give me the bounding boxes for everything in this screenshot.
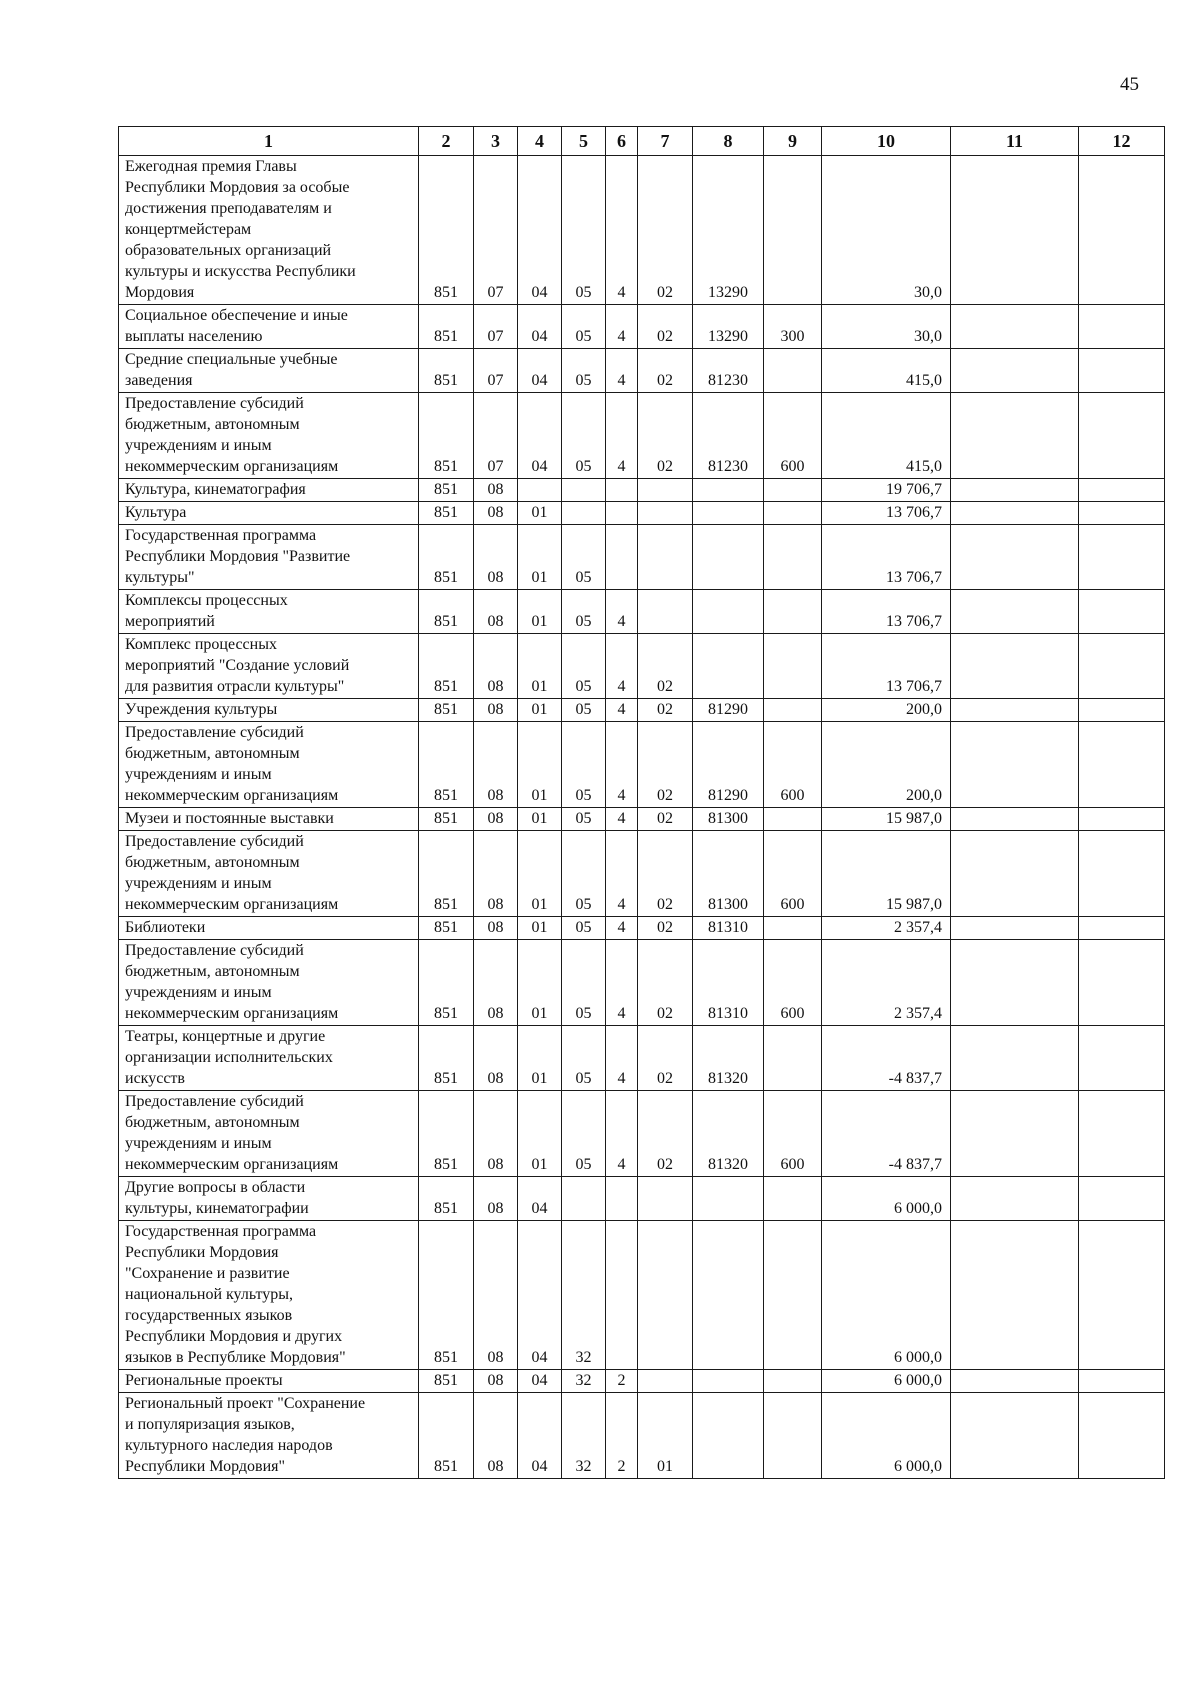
- table-row: [119, 1026, 1165, 1091]
- column-11-cell: [951, 634, 1079, 699]
- row-name-cell: Предоставление субсидий бюджетным, автономным учреждениям и иным некоммерческим организациям: [119, 722, 419, 808]
- ministry-code-cell: 851: [419, 349, 474, 393]
- structural-element-cell: [638, 525, 693, 590]
- ministry-code-cell: 851: [419, 634, 474, 699]
- section-code-cell: 08: [474, 502, 518, 525]
- ministry-code-cell: 851: [419, 808, 474, 831]
- amount-cell: 415,0: [822, 393, 951, 479]
- ministry-code-cell: 851: [419, 1091, 474, 1177]
- direction-code-cell: 81290: [693, 699, 764, 722]
- program-type-cell: [606, 1221, 638, 1370]
- ministry-code-cell: 851: [419, 1393, 474, 1479]
- column-11-cell: [951, 393, 1079, 479]
- amount-cell: 2 357,4: [822, 917, 951, 940]
- amount-cell: 19 706,7: [822, 479, 951, 502]
- structural-element-cell: [638, 1370, 693, 1393]
- expense-type-cell: [764, 525, 822, 590]
- ministry-code-cell: 851: [419, 917, 474, 940]
- column-header: 3: [474, 127, 518, 156]
- column-12-cell: [1079, 940, 1165, 1026]
- table-row: [119, 1221, 1165, 1370]
- column-11-cell: [951, 156, 1079, 305]
- row-name-cell: Предоставление субсидий бюджетным, автономным учреждениям и иным некоммерческим организациям: [119, 831, 419, 917]
- direction-code-cell: 81310: [693, 940, 764, 1026]
- direction-code-cell: 81320: [693, 1026, 764, 1091]
- program-type-cell: 4: [606, 156, 638, 305]
- table-row: [119, 1393, 1165, 1479]
- ministry-code-cell: 851: [419, 305, 474, 349]
- ministry-code-cell: 851: [419, 1221, 474, 1370]
- amount-cell: 6 000,0: [822, 1370, 951, 1393]
- amount-cell: 13 706,7: [822, 525, 951, 590]
- program-type-cell: 4: [606, 393, 638, 479]
- direction-code-cell: 81300: [693, 808, 764, 831]
- row-name-cell: Культура: [119, 502, 419, 525]
- structural-element-cell: 01: [638, 1393, 693, 1479]
- subsection-code-cell: 01: [518, 1026, 562, 1091]
- subsection-code-cell: 01: [518, 634, 562, 699]
- structural-element-cell: [638, 479, 693, 502]
- ministry-code-cell: 851: [419, 940, 474, 1026]
- table-row: [119, 1177, 1165, 1221]
- row-name-cell: Театры, концертные и другие организации исполнительских искусств: [119, 1026, 419, 1091]
- row-name-cell: Предоставление субсидий бюджетным, автономным учреждениям и иным некоммерческим организациям: [119, 940, 419, 1026]
- ministry-code-cell: 851: [419, 831, 474, 917]
- expense-type-cell: [764, 808, 822, 831]
- program-code-cell: 05: [562, 940, 606, 1026]
- program-type-cell: 2: [606, 1393, 638, 1479]
- column-11-cell: [951, 1393, 1079, 1479]
- amount-cell: 2 357,4: [822, 940, 951, 1026]
- amount-cell: 6 000,0: [822, 1393, 951, 1479]
- subsection-code-cell: 04: [518, 1177, 562, 1221]
- structural-element-cell: 02: [638, 1091, 693, 1177]
- column-11-cell: [951, 808, 1079, 831]
- expense-type-cell: 600: [764, 1091, 822, 1177]
- direction-code-cell: [693, 1177, 764, 1221]
- column-12-cell: [1079, 502, 1165, 525]
- subsection-code-cell: 01: [518, 525, 562, 590]
- amount-cell: 15 987,0: [822, 808, 951, 831]
- ministry-code-cell: 851: [419, 525, 474, 590]
- expense-type-cell: [764, 590, 822, 634]
- column-12-cell: [1079, 305, 1165, 349]
- column-12-cell: [1079, 1393, 1165, 1479]
- amount-cell: 13 706,7: [822, 634, 951, 699]
- column-12-cell: [1079, 349, 1165, 393]
- program-code-cell: 05: [562, 808, 606, 831]
- section-code-cell: 08: [474, 1393, 518, 1479]
- program-code-cell: 05: [562, 393, 606, 479]
- expense-type-cell: [764, 349, 822, 393]
- ministry-code-cell: 851: [419, 590, 474, 634]
- amount-cell: 6 000,0: [822, 1221, 951, 1370]
- ministry-code-cell: 851: [419, 393, 474, 479]
- program-type-cell: 4: [606, 634, 638, 699]
- subsection-code-cell: 01: [518, 940, 562, 1026]
- section-code-cell: 08: [474, 634, 518, 699]
- program-type-cell: 4: [606, 917, 638, 940]
- program-type-cell: [606, 479, 638, 502]
- amount-cell: 30,0: [822, 156, 951, 305]
- column-12-cell: [1079, 156, 1165, 305]
- program-code-cell: 05: [562, 831, 606, 917]
- section-code-cell: 08: [474, 1221, 518, 1370]
- expense-type-cell: [764, 1370, 822, 1393]
- section-code-cell: 08: [474, 1177, 518, 1221]
- ministry-code-cell: 851: [419, 722, 474, 808]
- structural-element-cell: 02: [638, 1026, 693, 1091]
- subsection-code-cell: 01: [518, 1091, 562, 1177]
- structural-element-cell: 02: [638, 699, 693, 722]
- program-type-cell: 4: [606, 722, 638, 808]
- ministry-code-cell: 851: [419, 1026, 474, 1091]
- program-code-cell: 05: [562, 305, 606, 349]
- column-11-cell: [951, 1370, 1079, 1393]
- column-12-cell: [1079, 1177, 1165, 1221]
- column-12-cell: [1079, 590, 1165, 634]
- column-header: 10: [822, 127, 951, 156]
- table-body: [119, 156, 1165, 1479]
- program-type-cell: 4: [606, 808, 638, 831]
- program-type-cell: 4: [606, 305, 638, 349]
- section-code-cell: 08: [474, 722, 518, 808]
- column-11-cell: [951, 525, 1079, 590]
- column-header: 7: [638, 127, 693, 156]
- column-11-cell: [951, 722, 1079, 808]
- column-11-cell: [951, 1221, 1079, 1370]
- program-type-cell: 2: [606, 1370, 638, 1393]
- amount-cell: -4 837,7: [822, 1091, 951, 1177]
- column-12-cell: [1079, 917, 1165, 940]
- structural-element-cell: 02: [638, 349, 693, 393]
- section-code-cell: 07: [474, 349, 518, 393]
- direction-code-cell: 13290: [693, 156, 764, 305]
- row-name-cell: Комплексы процессных мероприятий: [119, 590, 419, 634]
- program-type-cell: 4: [606, 1091, 638, 1177]
- column-12-cell: [1079, 1370, 1165, 1393]
- amount-cell: 13 706,7: [822, 590, 951, 634]
- program-type-cell: 4: [606, 940, 638, 1026]
- amount-cell: 200,0: [822, 699, 951, 722]
- program-type-cell: 4: [606, 590, 638, 634]
- table-row: [119, 349, 1165, 393]
- row-name-cell: Государственная программа Республики Мордовия "Сохранение и развитие национальной культуры, государственных языков Республики Мордовия и других языков в Республике Мордовия": [119, 1221, 419, 1370]
- structural-element-cell: 02: [638, 917, 693, 940]
- expense-type-cell: 600: [764, 831, 822, 917]
- amount-cell: 415,0: [822, 349, 951, 393]
- page-number: 45: [1120, 74, 1139, 95]
- direction-code-cell: 13290: [693, 305, 764, 349]
- section-code-cell: 08: [474, 525, 518, 590]
- column-header: 6: [606, 127, 638, 156]
- program-type-cell: [606, 525, 638, 590]
- row-name-cell: Предоставление субсидий бюджетным, автономным учреждениям и иным некоммерческим организациям: [119, 393, 419, 479]
- expense-type-cell: 600: [764, 940, 822, 1026]
- column-12-cell: [1079, 393, 1165, 479]
- column-12-cell: [1079, 1091, 1165, 1177]
- column-11-cell: [951, 305, 1079, 349]
- section-code-cell: 08: [474, 479, 518, 502]
- column-11-cell: [951, 590, 1079, 634]
- expense-type-cell: [764, 1177, 822, 1221]
- program-code-cell: 32: [562, 1370, 606, 1393]
- column-11-cell: [951, 831, 1079, 917]
- expense-type-cell: [764, 1393, 822, 1479]
- table-row: [119, 525, 1165, 590]
- expense-type-cell: [764, 156, 822, 305]
- direction-code-cell: 81320: [693, 1091, 764, 1177]
- program-code-cell: 05: [562, 1026, 606, 1091]
- program-code-cell: 05: [562, 590, 606, 634]
- direction-code-cell: 81290: [693, 722, 764, 808]
- direction-code-cell: [693, 525, 764, 590]
- direction-code-cell: 81310: [693, 917, 764, 940]
- amount-cell: 6 000,0: [822, 1177, 951, 1221]
- structural-element-cell: 02: [638, 722, 693, 808]
- expense-type-cell: [764, 502, 822, 525]
- amount-cell: 200,0: [822, 722, 951, 808]
- amount-cell: 13 706,7: [822, 502, 951, 525]
- direction-code-cell: [693, 590, 764, 634]
- section-code-cell: 08: [474, 1026, 518, 1091]
- column-11-cell: [951, 699, 1079, 722]
- expense-type-cell: [764, 699, 822, 722]
- ministry-code-cell: 851: [419, 479, 474, 502]
- row-name-cell: Средние специальные учебные заведения: [119, 349, 419, 393]
- subsection-code-cell: 01: [518, 722, 562, 808]
- ministry-code-cell: 851: [419, 699, 474, 722]
- program-type-cell: [606, 1177, 638, 1221]
- table-row: [119, 502, 1165, 525]
- program-type-cell: [606, 502, 638, 525]
- expense-type-cell: [764, 634, 822, 699]
- subsection-code-cell: [518, 479, 562, 502]
- section-code-cell: 08: [474, 699, 518, 722]
- program-type-cell: 4: [606, 831, 638, 917]
- program-code-cell: 05: [562, 1091, 606, 1177]
- direction-code-cell: [693, 634, 764, 699]
- budget-table: [118, 126, 1165, 1479]
- program-code-cell: 32: [562, 1393, 606, 1479]
- expense-type-cell: [764, 917, 822, 940]
- direction-code-cell: [693, 1221, 764, 1370]
- column-11-cell: [951, 349, 1079, 393]
- program-code-cell: 05: [562, 722, 606, 808]
- expense-type-cell: 300: [764, 305, 822, 349]
- program-type-cell: 4: [606, 349, 638, 393]
- table-row: [119, 940, 1165, 1026]
- subsection-code-cell: 01: [518, 590, 562, 634]
- column-11-cell: [951, 1177, 1079, 1221]
- row-name-cell: Государственная программа Республики Мордовия "Развитие культуры": [119, 525, 419, 590]
- column-12-cell: [1079, 1221, 1165, 1370]
- row-name-cell: Региональный проект "Сохранение и популяризация языков, культурного наследия народов Республики Мордовия": [119, 1393, 419, 1479]
- table-row: [119, 305, 1165, 349]
- subsection-code-cell: 04: [518, 305, 562, 349]
- table-row: [119, 393, 1165, 479]
- direction-code-cell: 81230: [693, 393, 764, 479]
- section-code-cell: 08: [474, 917, 518, 940]
- row-name-cell: Библиотеки: [119, 917, 419, 940]
- structural-element-cell: 02: [638, 634, 693, 699]
- program-code-cell: [562, 479, 606, 502]
- column-header: 2: [419, 127, 474, 156]
- column-11-cell: [951, 917, 1079, 940]
- structural-element-cell: 02: [638, 156, 693, 305]
- program-code-cell: 05: [562, 699, 606, 722]
- column-header: 12: [1079, 127, 1165, 156]
- row-name-cell: Музеи и постоянные выставки: [119, 808, 419, 831]
- subsection-code-cell: 04: [518, 1370, 562, 1393]
- direction-code-cell: [693, 1393, 764, 1479]
- row-name-cell: Учреждения культуры: [119, 699, 419, 722]
- column-header: 8: [693, 127, 764, 156]
- subsection-code-cell: 04: [518, 393, 562, 479]
- subsection-code-cell: 04: [518, 156, 562, 305]
- program-code-cell: [562, 502, 606, 525]
- column-header: 11: [951, 127, 1079, 156]
- table-header-row: [119, 127, 1165, 156]
- column-12-cell: [1079, 699, 1165, 722]
- table-row: [119, 1091, 1165, 1177]
- column-11-cell: [951, 1026, 1079, 1091]
- expense-type-cell: [764, 1221, 822, 1370]
- column-12-cell: [1079, 479, 1165, 502]
- subsection-code-cell: 01: [518, 808, 562, 831]
- table-row: [119, 699, 1165, 722]
- column-11-cell: [951, 479, 1079, 502]
- structural-element-cell: 02: [638, 940, 693, 1026]
- amount-cell: -4 837,7: [822, 1026, 951, 1091]
- table-row: [119, 479, 1165, 502]
- program-code-cell: 05: [562, 917, 606, 940]
- section-code-cell: 08: [474, 590, 518, 634]
- direction-code-cell: [693, 502, 764, 525]
- section-code-cell: 07: [474, 305, 518, 349]
- column-12-cell: [1079, 831, 1165, 917]
- ministry-code-cell: 851: [419, 1177, 474, 1221]
- row-name-cell: Комплекс процессных мероприятий "Создание условий для развития отрасли культуры": [119, 634, 419, 699]
- subsection-code-cell: 04: [518, 349, 562, 393]
- program-code-cell: 05: [562, 634, 606, 699]
- column-12-cell: [1079, 525, 1165, 590]
- structural-element-cell: [638, 1221, 693, 1370]
- structural-element-cell: [638, 502, 693, 525]
- table-row: [119, 1370, 1165, 1393]
- structural-element-cell: 02: [638, 393, 693, 479]
- column-header: 9: [764, 127, 822, 156]
- structural-element-cell: 02: [638, 831, 693, 917]
- ministry-code-cell: 851: [419, 1370, 474, 1393]
- column-11-cell: [951, 940, 1079, 1026]
- program-code-cell: 05: [562, 525, 606, 590]
- row-name-cell: Региональные проекты: [119, 1370, 419, 1393]
- section-code-cell: 08: [474, 940, 518, 1026]
- amount-cell: 15 987,0: [822, 831, 951, 917]
- table-row: [119, 722, 1165, 808]
- expense-type-cell: [764, 1026, 822, 1091]
- column-header: 1: [119, 127, 419, 156]
- subsection-code-cell: 04: [518, 1393, 562, 1479]
- section-code-cell: 07: [474, 156, 518, 305]
- direction-code-cell: 81300: [693, 831, 764, 917]
- table-row: [119, 808, 1165, 831]
- expense-type-cell: 600: [764, 393, 822, 479]
- column-header: 4: [518, 127, 562, 156]
- section-code-cell: 08: [474, 808, 518, 831]
- expense-type-cell: [764, 479, 822, 502]
- structural-element-cell: 02: [638, 305, 693, 349]
- section-code-cell: 07: [474, 393, 518, 479]
- program-code-cell: [562, 1177, 606, 1221]
- column-header: 5: [562, 127, 606, 156]
- direction-code-cell: [693, 479, 764, 502]
- section-code-cell: 08: [474, 1091, 518, 1177]
- structural-element-cell: [638, 1177, 693, 1221]
- row-name-cell: Ежегодная премия Главы Республики Мордовия за особые достижения преподавателям и концертмейстерам образовательных организаций культуры и искусства Республики Мордовия: [119, 156, 419, 305]
- subsection-code-cell: 01: [518, 831, 562, 917]
- section-code-cell: 08: [474, 831, 518, 917]
- subsection-code-cell: 01: [518, 917, 562, 940]
- amount-cell: 30,0: [822, 305, 951, 349]
- row-name-cell: Социальное обеспечение и иные выплаты населению: [119, 305, 419, 349]
- row-name-cell: Другие вопросы в области культуры, кинематографии: [119, 1177, 419, 1221]
- program-code-cell: 32: [562, 1221, 606, 1370]
- table-row: [119, 831, 1165, 917]
- section-code-cell: 08: [474, 1370, 518, 1393]
- structural-element-cell: [638, 590, 693, 634]
- row-name-cell: Предоставление субсидий бюджетным, автономным учреждениям и иным некоммерческим организациям: [119, 1091, 419, 1177]
- direction-code-cell: [693, 1370, 764, 1393]
- table-row: [119, 917, 1165, 940]
- ministry-code-cell: 851: [419, 502, 474, 525]
- subsection-code-cell: 04: [518, 1221, 562, 1370]
- column-12-cell: [1079, 634, 1165, 699]
- program-type-cell: 4: [606, 699, 638, 722]
- program-type-cell: 4: [606, 1026, 638, 1091]
- table-row: [119, 634, 1165, 699]
- table-row: [119, 590, 1165, 634]
- column-12-cell: [1079, 808, 1165, 831]
- program-code-cell: 05: [562, 156, 606, 305]
- direction-code-cell: 81230: [693, 349, 764, 393]
- column-12-cell: [1079, 722, 1165, 808]
- column-11-cell: [951, 502, 1079, 525]
- column-12-cell: [1079, 1026, 1165, 1091]
- program-code-cell: 05: [562, 349, 606, 393]
- subsection-code-cell: 01: [518, 699, 562, 722]
- subsection-code-cell: 01: [518, 502, 562, 525]
- column-11-cell: [951, 1091, 1079, 1177]
- table-row: [119, 156, 1165, 305]
- row-name-cell: Культура, кинематография: [119, 479, 419, 502]
- structural-element-cell: 02: [638, 808, 693, 831]
- expense-type-cell: 600: [764, 722, 822, 808]
- ministry-code-cell: 851: [419, 156, 474, 305]
